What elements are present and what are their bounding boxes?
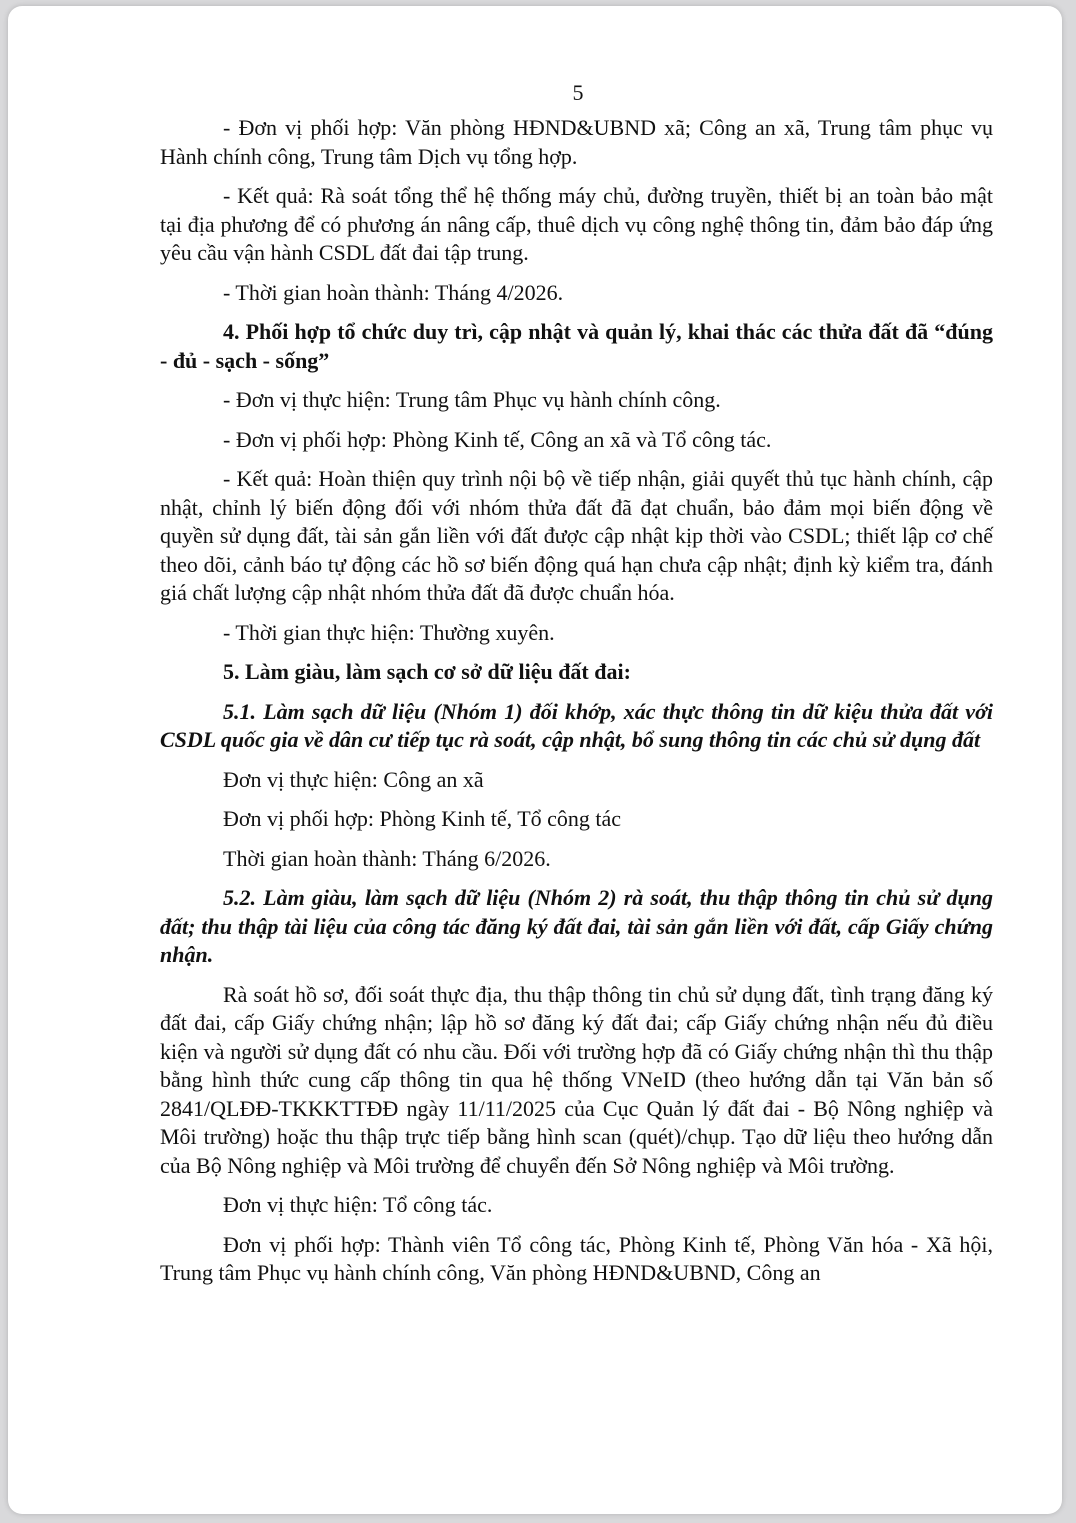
paragraph-result-2: - Kết quả: Hoàn thiện quy trình nội bộ về tiếp nhận, giải quyết thủ tục hành chính, cập nhật, chỉnh lý biến động đối với nhóm thửa đất đã đạt chuẩn, bảo đảm mọi biến động về quyền sử dụng đất, tài sản gắn liền với đất được cập nhật kịp thời vào CSDL; thiết lập cơ chế theo dõi, cảnh báo tự động các hồ sơ biến động quá hạn chưa cập nhật; định kỳ kiểm tra, đánh giá chất lượng cập nhật nhóm thửa đất đã được chuẩn hóa. [160, 466, 993, 605]
page-number: 5 [572, 80, 584, 105]
heading-section-4: 4. Phối hợp tổ chức duy trì, cập nhật và quản lý, khai thác các thửa đất đã “đúng - đủ - sạch - sống” [160, 319, 993, 373]
paragraph-coordinating-units-2: - Đơn vị phối hợp: Phòng Kinh tế, Công an xã và Tổ công tác. [223, 426, 772, 452]
document-page [8, 6, 1062, 1514]
paragraph-implementing-unit-5-1: Đơn vị thực hiện: Công an xã [223, 766, 484, 792]
heading-section-5-1: 5.1. Làm sạch dữ liệu (Nhóm 1) đối khớp, xác thực thông tin dữ kiệu thửa đất với CSDL quốc gia về dân cư tiếp tục rà soát, cập nhật, bổ sung thông tin các chủ sử dụng đất [160, 698, 993, 752]
paragraph-review-records: Rà soát hồ sơ, đối soát thực địa, thu thập thông tin chủ sử dụng đất, tình trạng đăng ký đất đai, cấp Giấy chứng nhận; lập hồ sơ đăng ký đất đai; cấp Giấy chứng nhận nếu đủ điều kiện và người sử dụng đất có nhu cầu. Đối với trường hợp đã có Giấy chứng nhận thì thu thập bằng hình thức cung cấp thông tin qua hệ thống VNeID (theo hướng dẫn tại Văn bản số 2841/QLĐĐ-TKKKTTĐĐ ngày 11/11/2025 của Cục Quản lý đất đai - Bộ Nông nghiệp và Môi trường) hoặc thu thập trực tiếp bằng hình scan (quét)/chụp. Tạo dữ liệu theo hướng dẫn của Bộ Nông nghiệp và Môi trường để chuyển đến Sở Nông nghiệp và Môi trường. [160, 981, 993, 1178]
paragraph-completion-time-5-1: Thời gian hoàn thành: Tháng 6/2026. [223, 845, 551, 871]
heading-section-5: 5. Làm giàu, làm sạch cơ sở dữ liệu đất đai: [223, 659, 631, 684]
heading-section-5-2: 5.2. Làm giàu, làm sạch dữ liệu (Nhóm 2) rà soát, thu thập thông tin chủ sử dụng đất; thu thập tài liệu của công tác đăng ký đất đai, tài sản gắn liền với đất, cấp Giấy chứng nhận. [160, 885, 993, 967]
paragraph-completion-time: - Thời gian hoàn thành: Tháng 4/2026. [223, 279, 564, 305]
paragraph-coordinating-unit-5-1: Đơn vị phối hợp: Phòng Kinh tế, Tổ công tác [223, 806, 622, 831]
paragraph-implementation-time: - Thời gian thực hiện: Thường xuyên. [223, 619, 555, 645]
paragraph-coordinating-unit-5-2: Đơn vị phối hợp: Thành viên Tổ công tác, Phòng Kinh tế, Phòng Văn hóa - Xã hội, Trung tâm Phục vụ hành chính công, Văn phòng HĐND&UBND, Công an [160, 1231, 993, 1285]
paragraph-implementing-unit: - Đơn vị thực hiện: Trung tâm Phục vụ hành chính công. [223, 387, 721, 412]
paragraph-result: - Kết quả: Rà soát tổng thể hệ thống máy chủ, đường truyền, thiết bị an toàn bảo mật tại địa phương để có phương án nâng cấp, thuê dịch vụ công nghệ thông tin, đảm bảo đáp ứng yêu cầu vận hành CSDL đất đai tập trung. [160, 183, 993, 265]
paragraph-coordinating-units: - Đơn vị phối hợp: Văn phòng HĐND&UBND xã; Công an xã, Trung tâm phục vụ Hành chính công, Trung tâm Dịch vụ tổng hợp. [160, 115, 993, 169]
paragraph-implementing-unit-5-2: Đơn vị thực hiện: Tổ công tác. [223, 1192, 493, 1217]
document-body [160, 114, 993, 1288]
